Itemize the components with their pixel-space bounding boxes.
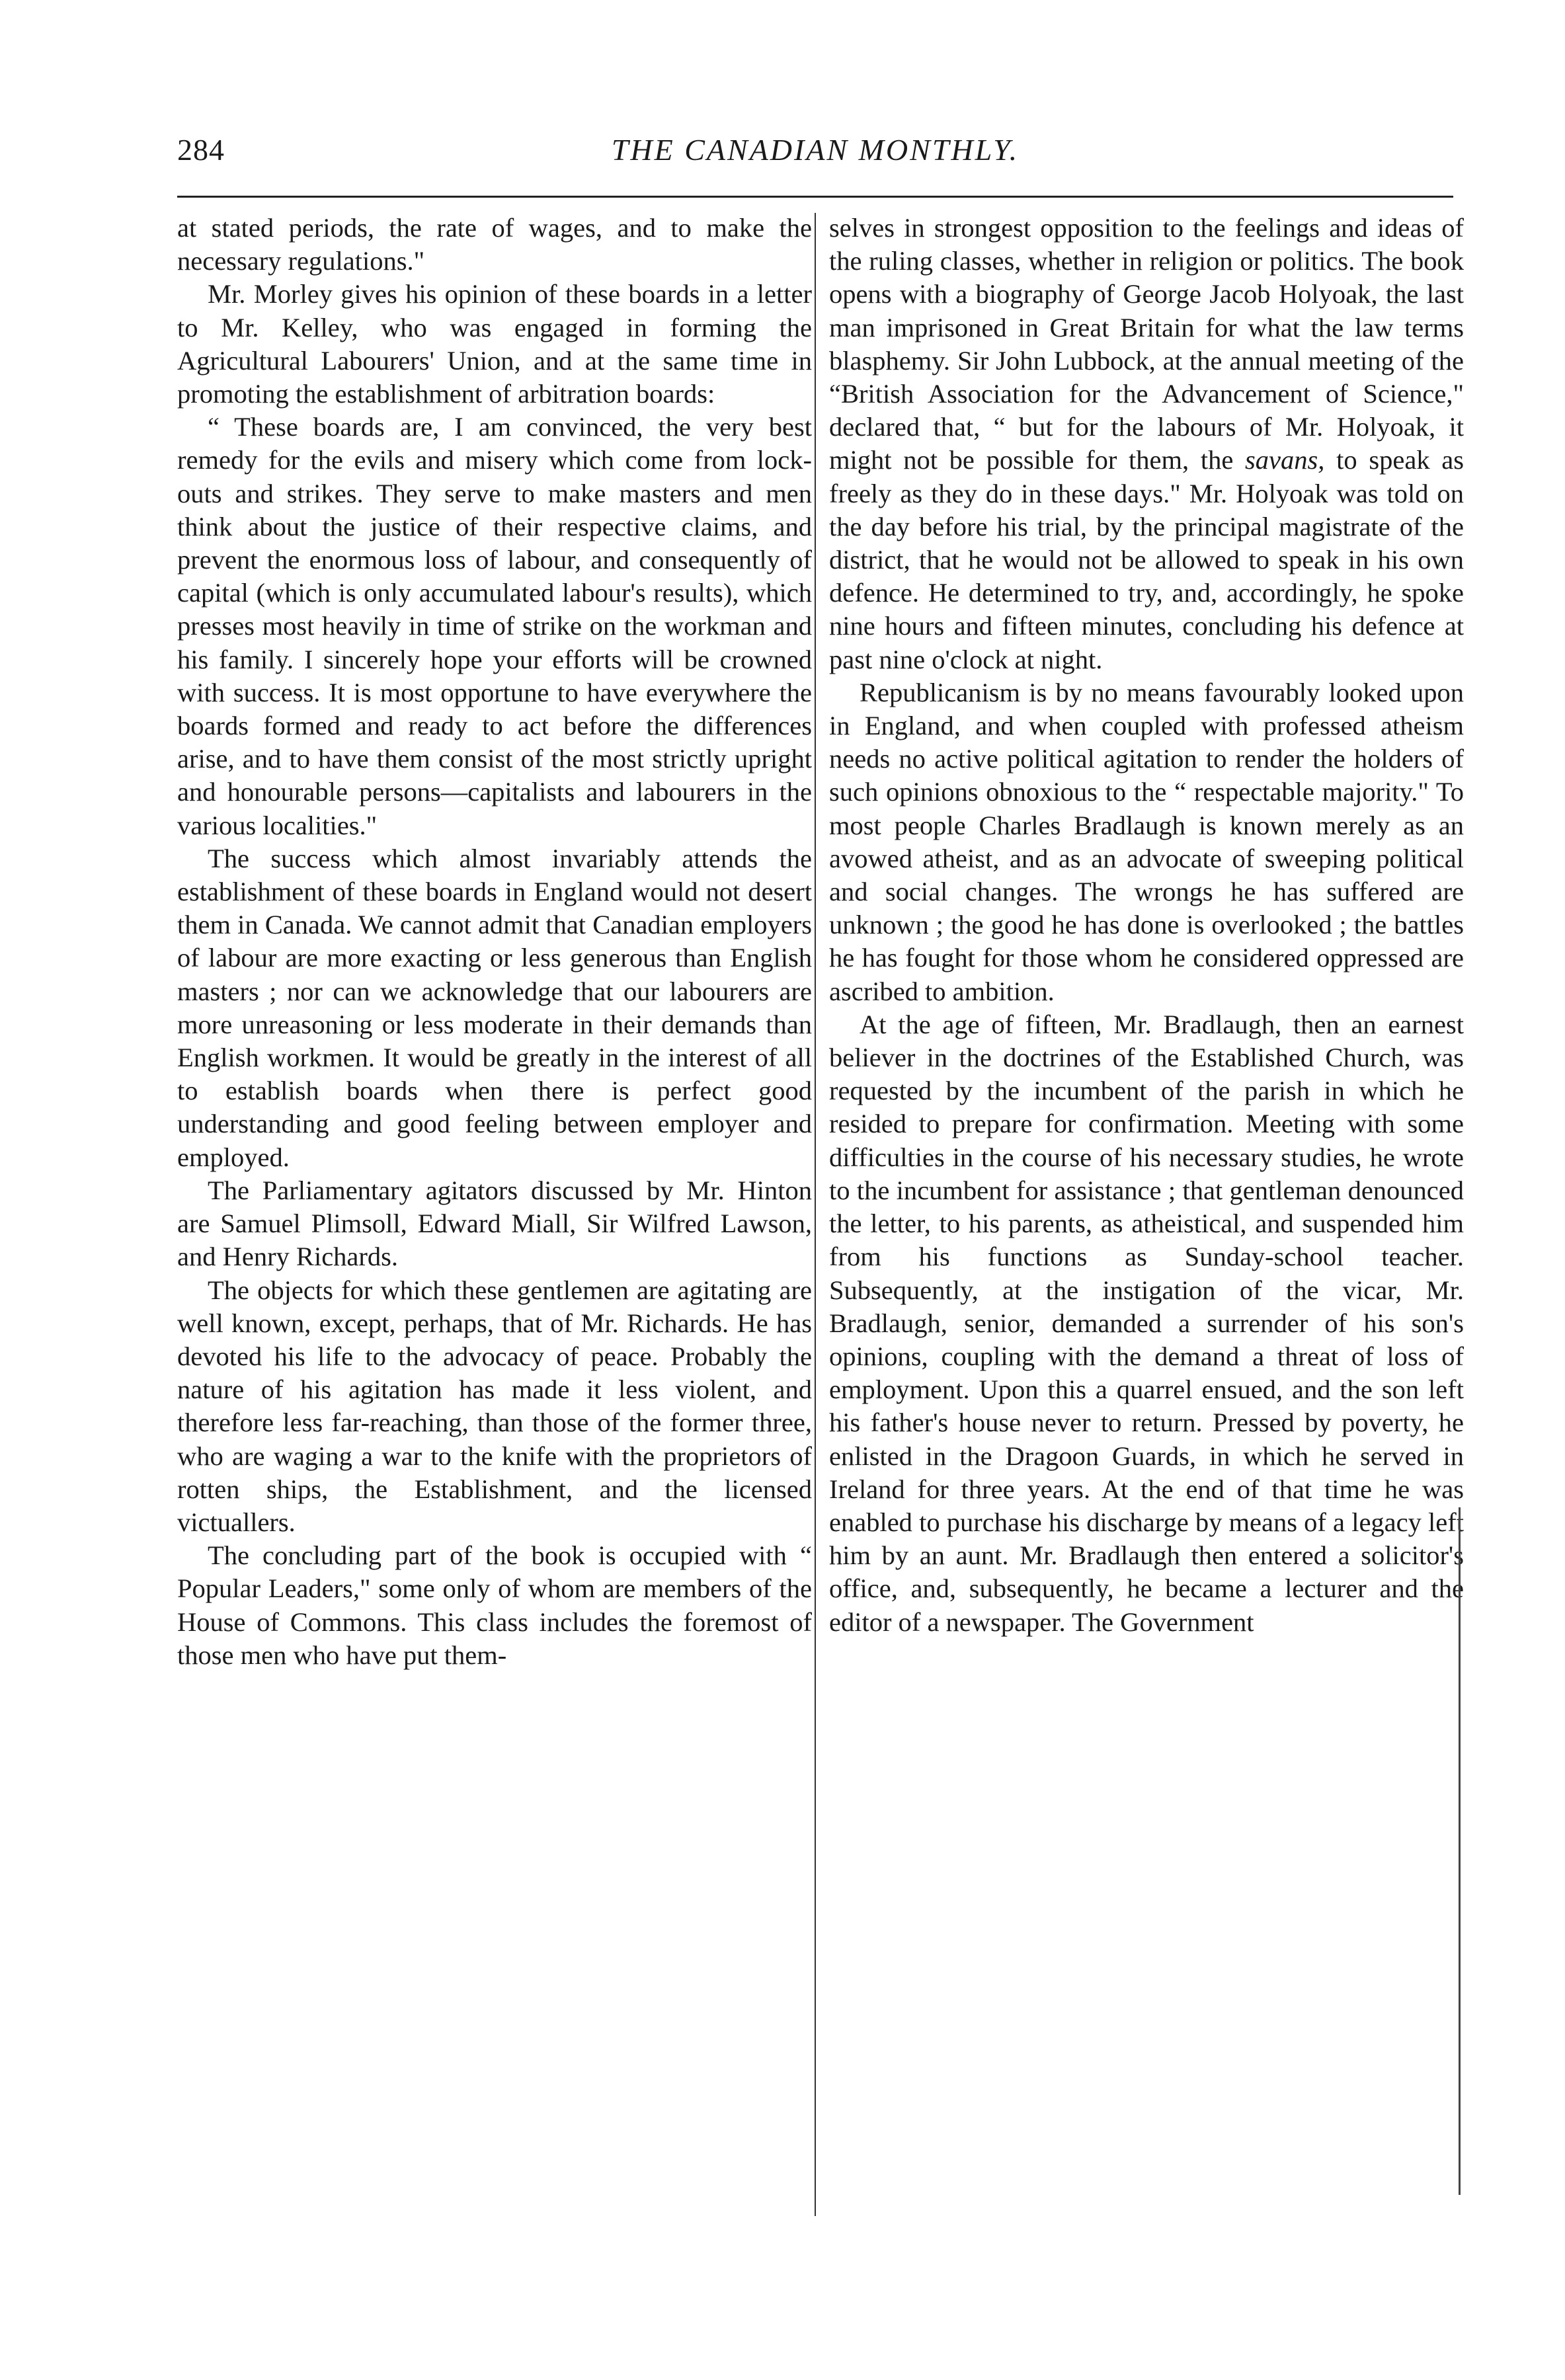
- paragraph: Republicanism is by no means favourably looked upon in England, and when coupled with professed atheism needs no active political agitation to render the holders of such opinions obnoxious to the “ respectable majority." To most people Charles Bradlaugh is known merely as an avowed atheist, and as an advocate of sweeping political and social changes. The wrongs he has suffered are unknown ; the good he has done is overlooked ; the battles he has fought for those whom he considered oppressed are ascribed to ambition.: [829, 677, 1464, 1006]
- column-divider: [815, 213, 816, 2216]
- paragraph: The Parliamentary agitators discussed by Mr. Hinton are Samuel Plimsoll, Edward Miall, Sir Wilfred Lawson, and Henry Richards.: [177, 1175, 812, 1272]
- paragraph: The concluding part of the book is occupied with “ Popular Leaders," some only of whom are members of the House of Commons. This class includes the foremost of those men who have put them-: [177, 1540, 812, 1670]
- text-run: selves in strongest opposition to the feelings and ideas of the ruling classes, whether in religion or politics. The book opens with a biography of George Jacob Holyoak, the last man imprisoned in Great Britain for what the law terms blasphemy. Sir John Lubbock, at the annual meeting of the “British Association for the Advancement of Science," declared that, “ but for the labours of Mr. Holyoak, it might not be possible for them, the: [829, 213, 1464, 475]
- paragraph: At the age of fifteen, Mr. Bradlaugh, then an earnest believer in the doctrines of the Established Church, was requested by the incumbent of the parish in which he resided to prepare for confirmation. Meeting with some difficulties in the course of his necessary studies, he wrote to the incumbent for assistance ; that gentleman denounced the letter, to his parents, as atheistical, and suspended him from his functions as Sunday-school teacher. Subsequently, at the instigation of the vicar, Mr. Bradlaugh, senior, demanded a surrender of his son's opinions, coupling with the demand a threat of loss of employment. Upon this a quarrel ensued, and the son left his father's house never to return. Pressed by poverty, he enlisted in the Dragoon Guards, in which he served in Ireland for three years. At the end of that time he was enabled to purchase his discharge by means of a legacy left him by an aunt. Mr. Bradlaugh then entered a solicitor's office, and, subsequently, he became a lecturer and the editor of a newspaper. The Government: [829, 1009, 1464, 1637]
- text-run: to speak as freely as they do in these days." Mr. Holyoak was told on the day before his trial, by the principal magistrate of the district, that he would not be allowed to speak in his own defence. He determined to try, and, accordingly, he spoke nine hours and fifteen minutes, concluding his defence at past nine o'clock at night.: [829, 445, 1465, 674]
- page-number: 284: [177, 133, 225, 167]
- paragraph: The objects for which these gentlemen are agitating are well known, except, perhaps, that of Mr. Richards. He has devoted his life to the advocacy of peace. Probably the nature of his agitation has made it less violent, and therefore less far-reaching, than those of the former three, who are waging a war to the knife with the proprietors of rotten ships, the Establishment, and the licensed victuallers.: [177, 1275, 812, 1537]
- paragraph: [829, 212, 1464, 676]
- paragraph: The success which almost invariably attends the establishment of these boards in England would not desert them in Canada. We cannot admit that Canadian employers of labour are more exacting or less generous than English masters ; nor can we acknowledge that our labourers are more unreasoning or less moderate in their demands than English workmen. It would be greatly in the interest of all to establish boards when there is perfect good understanding and good feeling between employer and employed.: [177, 843, 812, 1172]
- header-rule: [177, 196, 1453, 198]
- running-title: THE CANADIAN MONTHLY.: [611, 133, 1020, 167]
- right-column: [829, 212, 1464, 1639]
- left-column: [177, 212, 812, 1672]
- quoted-letter: “ These boards are, I am convinced, the very best remedy for the evils and misery which come from lock-outs and strikes. They serve to make masters and men think about the justice of their respective claims, and prevent the enormous loss of labour, and consequently of capital (which is only accumulated labour's results), which presses most heavily in time of strike on the workman and his family. I sincerely hope your efforts will be crowned with success. It is most opportune to have everywhere the boards formed and ready to act before the differences arise, and to have them consist of the most strictly upright and honourable persons—capitalists and labourers in the various localities.": [177, 412, 812, 840]
- paragraph: Mr. Morley gives his opinion of these boards in a letter to Mr. Kelley, who was engaged in forming the Agricultural Labourers' Union, and at the same time in promoting the establishment of arbitration boards:: [177, 279, 812, 409]
- paragraph: at stated periods, the rate of wages, and to make the necessary regulations.": [177, 213, 812, 276]
- page-header: [177, 123, 1453, 182]
- scan-edge-mark: [1459, 1507, 1461, 2195]
- italic-term: savans,: [1245, 445, 1325, 475]
